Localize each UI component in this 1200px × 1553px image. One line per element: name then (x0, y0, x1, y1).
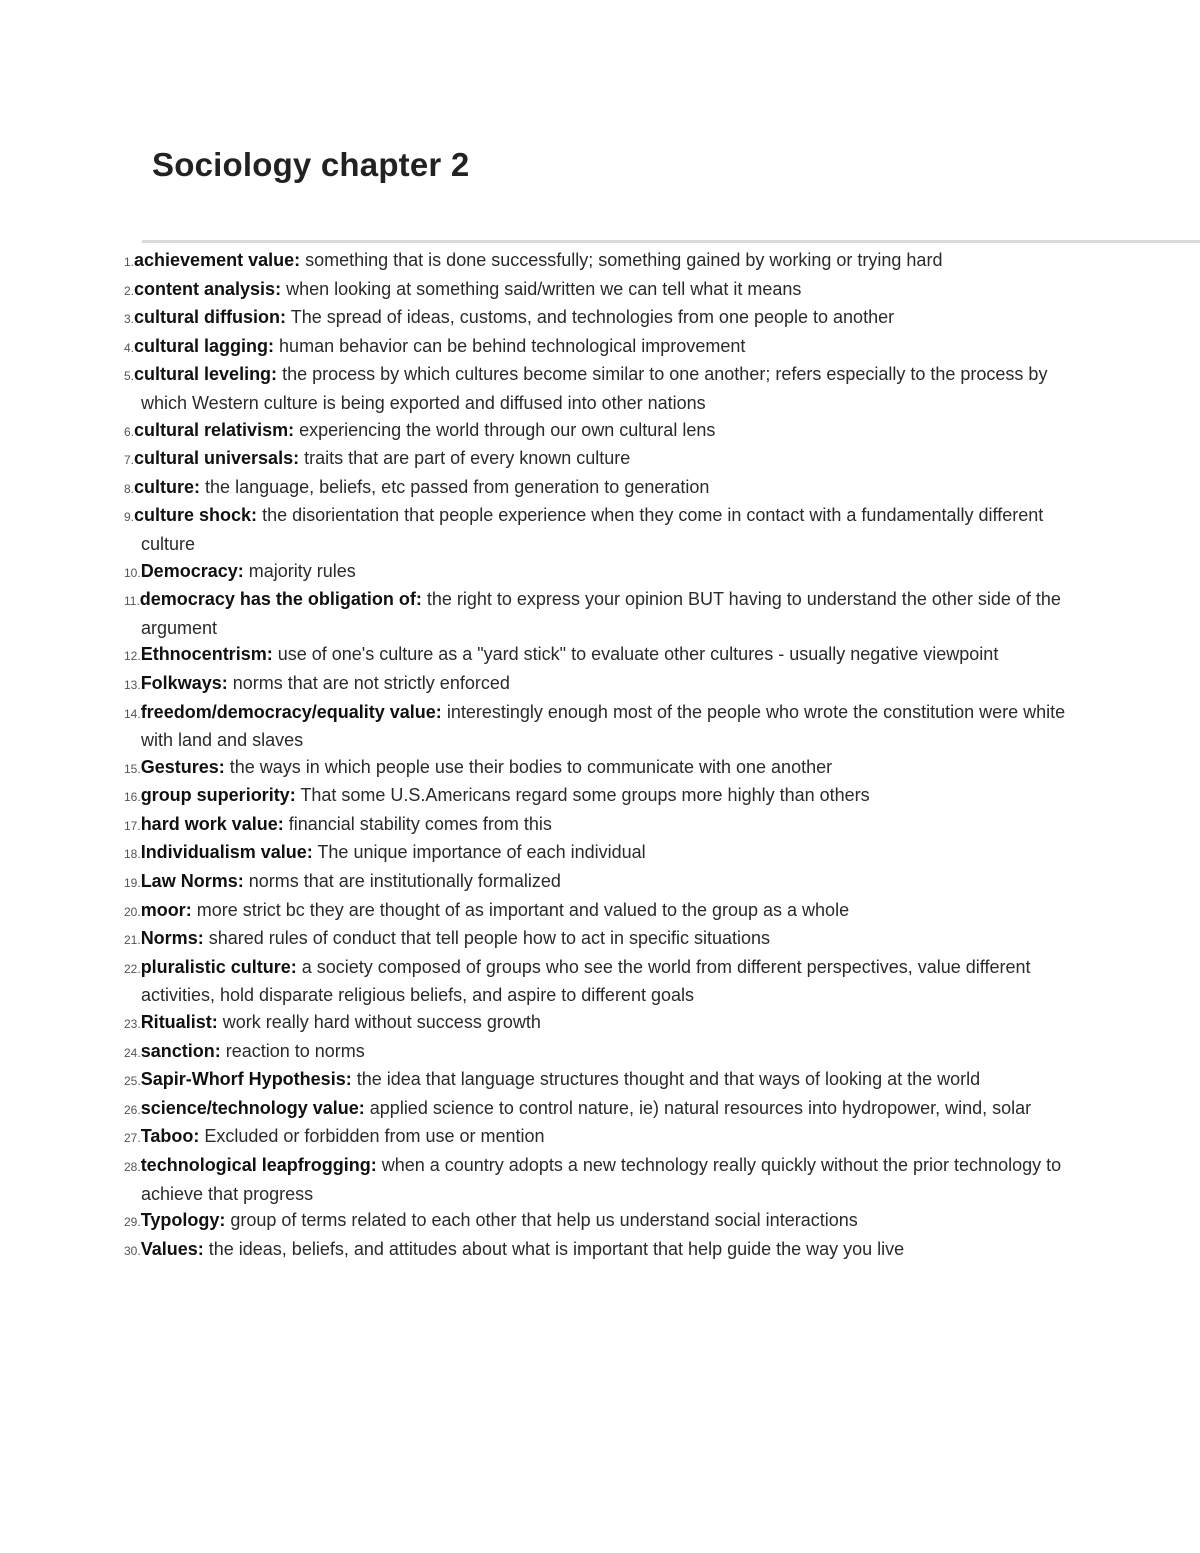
term-definition: Excluded or forbidden from use or mention (204, 1126, 545, 1147)
term-number: 13. (124, 677, 141, 692)
term-definition: work really hard without success growth (222, 1012, 541, 1033)
term-definition: use of one's culture as a "yard stick" to evaluate other cultures - usually negative viewpoint (277, 644, 999, 665)
term-word: Gestures: (140, 756, 225, 777)
term-item (108, 699, 1068, 754)
term-item (108, 839, 1068, 868)
term-number: 25. (124, 1074, 141, 1089)
term-number: 29. (124, 1215, 141, 1230)
term-number: 26. (124, 1102, 141, 1117)
term-number: 15. (124, 761, 141, 776)
term-item (108, 897, 1068, 926)
term-word: Norms: (140, 928, 204, 949)
term-item (108, 1236, 1068, 1265)
term-definition: applied science to control nature, ie) natural resources into hydropower, wind, solar (369, 1097, 1032, 1118)
term-item (108, 1066, 1068, 1095)
term-number: 7. (124, 453, 135, 468)
term-item (108, 641, 1068, 670)
term-number: 4. (124, 340, 135, 355)
term-definition: The spread of ideas, customs, and technologies from one people to another (290, 307, 895, 328)
term-word: cultural universals: (134, 448, 300, 469)
term-word: freedom/democracy/equality value: (140, 701, 442, 722)
term-word: group superiority: (140, 785, 296, 806)
term-definition: the process by which cultures become similar to one another; refers especially to the process by which Western culture is being exported and diffused into other nations (141, 364, 1048, 413)
term-item (108, 445, 1068, 474)
term-word: democracy has the obligation of: (139, 589, 422, 610)
term-definition: something that is done successfully; something gained by working or trying hard (305, 250, 943, 270)
term-definition: shared rules of conduct that tell people how to act in specific situations (208, 928, 771, 949)
term-number: 19. (124, 876, 141, 891)
term-item (108, 925, 1068, 954)
term-number: 10. (124, 565, 141, 580)
term-number: 28. (124, 1160, 141, 1174)
term-item (108, 333, 1068, 362)
term-number: 30. (124, 1243, 141, 1258)
term-word: culture shock: (134, 505, 258, 526)
term-item (108, 1123, 1068, 1152)
title-divider (142, 240, 1200, 243)
term-number: 21. (124, 933, 141, 948)
term-item (108, 558, 1068, 587)
term-word: sanction: (140, 1040, 221, 1061)
term-word: Democracy: (140, 560, 244, 581)
term-item (108, 868, 1068, 897)
term-number: 12. (124, 649, 141, 664)
term-number: 27. (124, 1131, 141, 1146)
term-item (108, 670, 1068, 699)
term-word: Folkways: (140, 672, 228, 693)
term-definition: interestingly enough most of the people who wrote the constitution were white with land and slaves (141, 701, 1066, 751)
term-definition: the idea that language structures thought and that ways of looking at the world (356, 1069, 981, 1090)
term-number: 3. (124, 312, 135, 327)
term-word: hard work value: (140, 813, 284, 834)
term-number: 17. (124, 818, 141, 833)
term-definition: financial stability comes from this (288, 813, 552, 834)
term-word: achievement value: (134, 250, 301, 270)
term-item (108, 782, 1068, 811)
term-definition: group of terms related to each other that help us understand social interactions (230, 1210, 858, 1231)
term-number: 2. (124, 283, 135, 298)
term-word: Typology: (140, 1210, 226, 1231)
term-item (108, 361, 1068, 416)
term-item (108, 247, 1068, 276)
term-item (108, 1038, 1068, 1067)
term-definition: norms that are institutionally formalized (248, 871, 561, 892)
term-number: 23. (124, 1017, 141, 1032)
term-number: 6. (124, 424, 135, 439)
term-definition: when looking at something said/written we can tell what it means (286, 278, 802, 299)
term-number: 18. (124, 847, 141, 862)
term-definition: the ways in which people use their bodies to communicate with one another (229, 756, 833, 777)
term-word: Individualism value: (140, 842, 313, 863)
term-definition: reaction to norms (225, 1040, 365, 1061)
term-word: culture: (134, 476, 201, 497)
term-word: Ritualist: (140, 1012, 218, 1033)
term-item (108, 276, 1068, 305)
term-item (108, 304, 1068, 333)
term-word: cultural lagging: (134, 335, 275, 356)
term-word: cultural diffusion: (134, 307, 287, 328)
term-definition: the language, beliefs, etc passed from generation to generation (205, 476, 710, 497)
term-definition: the ideas, beliefs, and attitudes about what is important that help guide the way you live (208, 1238, 905, 1259)
term-item (108, 811, 1068, 840)
term-number: 20. (124, 904, 141, 919)
term-word: cultural relativism: (134, 419, 295, 440)
term-definition: the right to express your opinion BUT having to understand the other side of the argument (141, 589, 1061, 638)
term-definition: That some U.S.Americans regard some groups more highly than others (300, 785, 870, 806)
term-definition: norms that are not strictly enforced (232, 672, 510, 693)
term-word: Sapir-Whorf Hypothesis: (140, 1069, 352, 1090)
term-number: 8. (124, 481, 135, 496)
term-word: Law Norms: (140, 871, 244, 892)
term-word: Taboo: (140, 1126, 200, 1147)
term-word: Ethnocentrism: (140, 644, 273, 665)
term-number: 24. (124, 1045, 141, 1060)
term-item (108, 417, 1068, 446)
term-word: Values: (140, 1238, 204, 1259)
term-definition: the disorientation that people experience when they come in contact with a fundamentally different culture (141, 505, 1044, 554)
term-item (108, 474, 1068, 503)
term-definition: majority rules (248, 560, 356, 581)
term-word: content analysis: (134, 278, 282, 299)
term-item (108, 1152, 1068, 1207)
term-number: 9. (124, 510, 135, 525)
term-definition: more strict bc they are thought of as important and valued to the group as a whole (196, 899, 850, 920)
term-definition: when a country adopts a new technology really quickly without the prior technology to achieve that progress (141, 1155, 1062, 1204)
term-definition: human behavior can be behind technological improvement (279, 335, 746, 356)
term-number: 22. (124, 961, 141, 976)
term-word: cultural leveling: (134, 364, 278, 385)
term-number: 5. (124, 369, 135, 384)
term-item (108, 1009, 1068, 1038)
term-definition: a society composed of groups who see the world from different perspectives, value different activities, hold disparate religious beliefs, and aspire to different goals (141, 956, 1031, 1006)
term-number: 16. (124, 790, 141, 805)
term-item (108, 1095, 1068, 1124)
term-item (108, 1207, 1068, 1236)
term-word: technological leapfrogging: (140, 1155, 377, 1175)
page-title: Sociology chapter 2 (152, 146, 470, 183)
term-definition: experiencing the world through our own cultural lens (299, 419, 716, 440)
term-definition: traits that are part of every known culture (304, 448, 631, 469)
term-word: moor: (140, 899, 192, 920)
term-definition: The unique importance of each individual (317, 842, 646, 863)
term-item (108, 502, 1068, 557)
term-word: pluralistic culture: (140, 956, 297, 977)
term-item (108, 586, 1068, 641)
term-word: science/technology value: (140, 1097, 365, 1118)
term-list (108, 247, 1068, 1264)
term-number: 11. (124, 594, 140, 609)
term-number: 1. (124, 255, 135, 269)
term-item (108, 754, 1068, 783)
term-number: 14. (124, 706, 141, 721)
term-item (108, 954, 1068, 1009)
